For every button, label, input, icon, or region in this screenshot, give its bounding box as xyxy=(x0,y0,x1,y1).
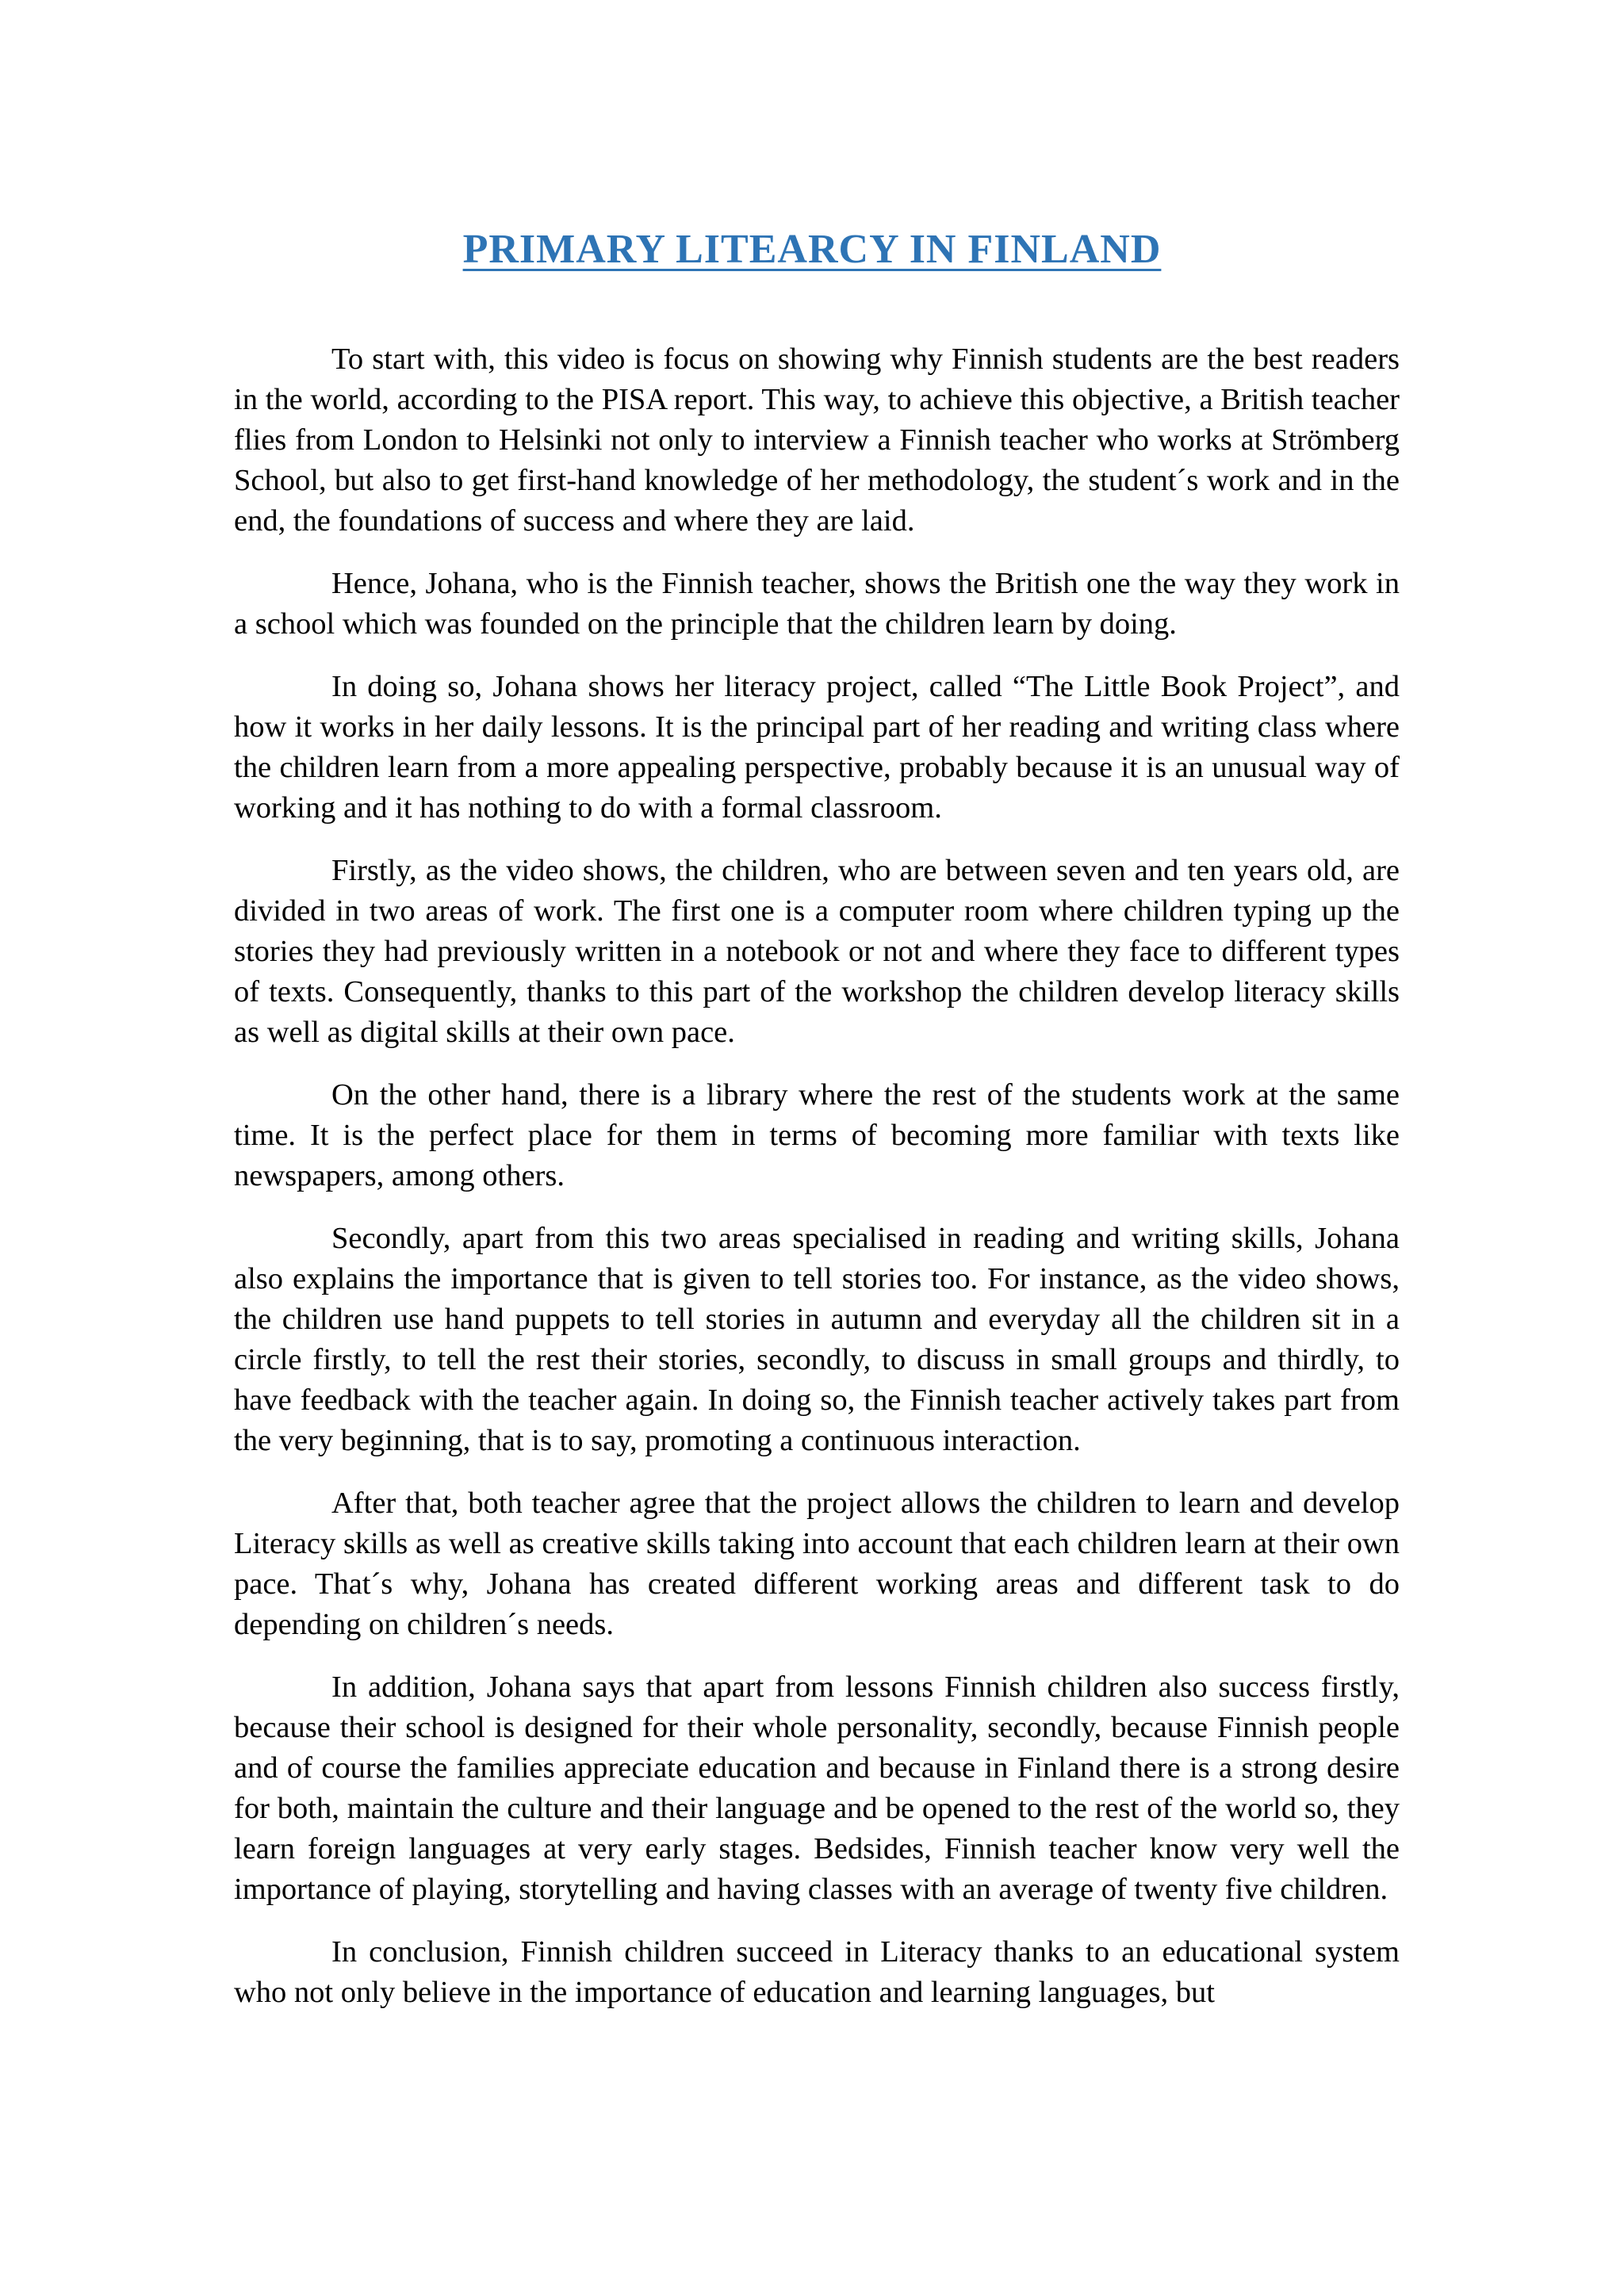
paragraph-7: After that, both teacher agree that the project allows the children to learn and develop Literacy skills as well as creative skills taking into account that each children learn at their own pace. That´s why, Johana has created different working areas and different task to do depending on children´s needs. xyxy=(234,1487,1400,1641)
paragraph-1: To start with, this video is focus on showing why Finnish students are the best readers in the world, according to the PISA report. This way, to achieve this objective, a British teacher flies from London to Helsinki not only to interview a Finnish teacher who works at Strömberg School, but also to get first-hand knowledge of her methodology, the student´s work and in the end, the foundations of success and where they are laid. xyxy=(234,342,1400,538)
paragraph-6: Secondly, apart from this two areas specialised in reading and writing skills, Johana also explains the importance that is given to tell stories too. For instance, as the video shows, the children use hand puppets to tell stories in autumn and everyday all the children sit in a circle firstly, to tell the rest their stories, secondly, to discuss in small groups and thirdly, to have feedback with the teacher again. In doing so, the Finnish teacher actively takes part from the very beginning, that is to say, promoting a continuous interaction. xyxy=(234,1222,1400,1457)
paragraph-3: In doing so, Johana shows her literacy project, called “The Little Book Project”, and how it works in her daily lessons. It is the principal part of her reading and writing class where the children learn from a more appealing perspective, probably because it is an unusual way of working and it has nothing to do with a formal classroom. xyxy=(234,670,1400,825)
document-body xyxy=(234,339,1400,2035)
paragraph-2: Hence, Johana, who is the Finnish teacher, shows the British one the way they work in a school which was founded on the principle that the children learn by doing. xyxy=(234,567,1400,641)
paragraph-8: In addition, Johana says that apart from lessons Finnish children also success firstly, because their school is designed for their whole personality, secondly, because Finnish people and of course the families appreciate education and because in Finland there is a strong desire for both, maintain the culture and their language and be opened to the rest of the world so, they learn foreign languages at very early stages. Bedsides, Finnish teacher know very well the importance of playing, storytelling and having classes with an average of twenty five children. xyxy=(234,1670,1400,1906)
document-title: PRIMARY LITEARCY IN FINLAND xyxy=(462,227,1162,272)
paragraph-4: Firstly, as the video shows, the children, who are between seven and ten years old, are divided in two areas of work. The first one is a computer room where children typing up the stories they had previously written in a notebook or not and where they face to different types of texts. Consequently, thanks to this part of the workshop the children develop literacy skills as well as digital skills at their own pace. xyxy=(234,854,1400,1049)
paragraph-9: In conclusion, Finnish children succeed in Literacy thanks to an educational system who not only believe in the importance of education and learning languages, but xyxy=(234,1935,1400,2009)
paragraph-5: On the other hand, there is a library where the rest of the students work at the same time. It is the perfect place for them in terms of becoming more familiar with texts like newspapers, among others. xyxy=(234,1078,1400,1192)
